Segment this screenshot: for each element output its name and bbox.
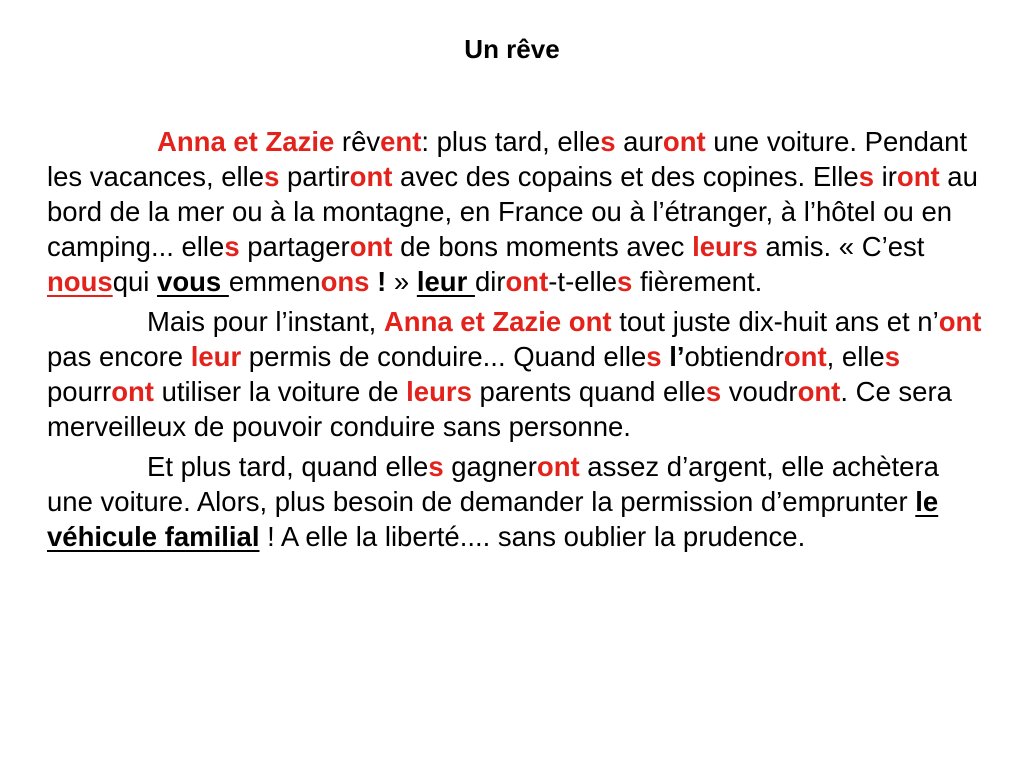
paragraph-2 bbox=[47, 304, 982, 444]
text-segment: partir bbox=[279, 161, 350, 192]
text-segment: s bbox=[428, 451, 444, 482]
text-segment: ! bbox=[377, 266, 387, 297]
text-segment: , elle bbox=[826, 341, 885, 372]
text-segment: ont bbox=[536, 451, 580, 482]
text-segment: fièrement. bbox=[632, 266, 763, 297]
text-segment: de bons moments avec bbox=[392, 231, 693, 262]
text-segment: s bbox=[264, 161, 280, 192]
text-segment: s bbox=[858, 161, 874, 192]
text-segment: . Ce sera merveilleux de pouvoir conduire sans personne. bbox=[47, 376, 952, 442]
text-segment: leurs bbox=[692, 231, 758, 262]
text-segment: leurs bbox=[406, 376, 472, 407]
text-segment: utiliser la voiture de bbox=[153, 376, 407, 407]
text-segment: ont bbox=[896, 161, 940, 192]
text-body bbox=[47, 124, 982, 554]
text-segment: » bbox=[386, 266, 417, 297]
text-segment: assez d’argent, elle achètera une voiture. Alors, plus besoin de demander la permission d’emprunter bbox=[47, 451, 939, 517]
text-segment: ont bbox=[662, 126, 706, 157]
text-segment: aur bbox=[615, 126, 663, 157]
text-segment: nous bbox=[47, 266, 113, 297]
text-segment: ont bbox=[111, 376, 154, 407]
text-segment: voudr bbox=[721, 376, 798, 407]
text-segment: le véhicule familial bbox=[47, 486, 939, 552]
text-segment: ont bbox=[797, 376, 841, 407]
text-segment: vous bbox=[157, 266, 229, 297]
text-segment: Mais pour l’instant, bbox=[147, 306, 384, 337]
text-segment: s bbox=[884, 341, 901, 372]
text-segment: l’ bbox=[669, 341, 685, 372]
text-segment: ir bbox=[873, 161, 897, 192]
text-segment: : plus tard, elle bbox=[421, 126, 601, 157]
text-segment: leur bbox=[190, 341, 242, 372]
text-segment: ont bbox=[349, 231, 393, 262]
text-segment: Et plus tard, quand elle bbox=[147, 451, 429, 482]
text-segment: dir bbox=[474, 266, 506, 297]
text-segment: ont bbox=[349, 161, 393, 192]
text-segment: emmen bbox=[228, 266, 321, 297]
text-segment: qui bbox=[112, 266, 158, 297]
text-segment: amis. « C’est bbox=[757, 231, 925, 262]
text-segment: avec des copains et des copines. Elle bbox=[392, 161, 859, 192]
text-segment: s bbox=[705, 376, 722, 407]
text-segment: ! A elle la liberté.... sans oublier la prudence. bbox=[259, 521, 806, 552]
text-segment: parents quand elle bbox=[471, 376, 706, 407]
text-segment: partager bbox=[239, 231, 350, 262]
text-segment: -t-elle bbox=[548, 266, 618, 297]
text-segment: au bord de la mer ou à la montagne, en France ou à l’étranger, à l’hôtel ou en camping... elle bbox=[47, 161, 978, 262]
text-segment: ent bbox=[380, 126, 422, 157]
text-segment: s bbox=[600, 126, 616, 157]
text-segment: Anna et Zazie bbox=[157, 126, 335, 157]
text-segment: s bbox=[646, 341, 662, 372]
text-segment: pas encore bbox=[47, 341, 191, 372]
text-segment: obtiendr bbox=[684, 341, 784, 372]
text-segment: s bbox=[224, 231, 240, 262]
text-segment: ont bbox=[938, 306, 982, 337]
text-segment: ons bbox=[320, 266, 370, 297]
page-title: Un rêve bbox=[464, 34, 560, 64]
paragraph-3 bbox=[47, 449, 982, 554]
text-segment: ont bbox=[783, 341, 827, 372]
text-segment: Anna et Zazie ont bbox=[383, 306, 612, 337]
text-segment: rêv bbox=[334, 126, 381, 157]
text-segment: gagner bbox=[443, 451, 537, 482]
text-segment: une voiture. Pendant les vacances, elle bbox=[47, 126, 968, 192]
text-segment: ont bbox=[505, 266, 549, 297]
text-segment: pourr bbox=[47, 376, 112, 407]
text-segment bbox=[369, 266, 377, 297]
text-segment: tout juste dix-huit ans et n’ bbox=[611, 306, 939, 337]
paragraph-1 bbox=[47, 124, 982, 299]
text-segment: permis de conduire... Quand elle bbox=[241, 341, 647, 372]
text-segment: s bbox=[617, 266, 633, 297]
text-segment: leur bbox=[416, 266, 475, 297]
